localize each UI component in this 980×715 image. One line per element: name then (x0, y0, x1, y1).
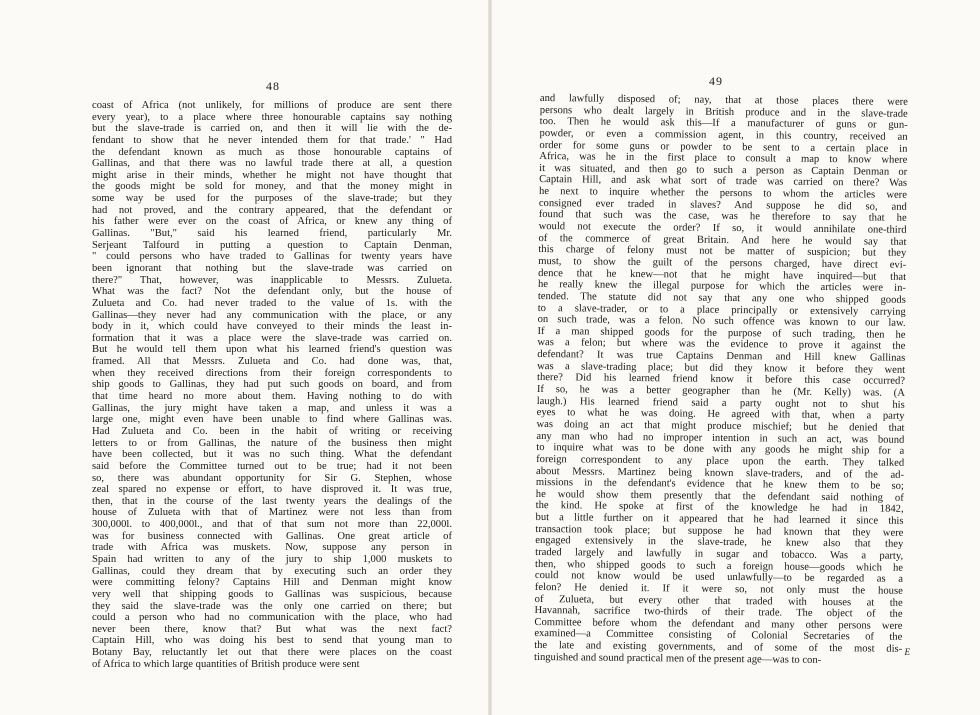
text-line: every year), to a place where three honourable captains say nothing (92, 111, 452, 123)
text-line: found that such was the case, was he therefore to say that he (538, 209, 907, 225)
text-line: but a little further on it appeared that he had learned it since this (535, 512, 904, 527)
text-line: engaged extensively in the slave-trade, he knew also that they (535, 535, 904, 551)
text-line: Africa, was he in the first place to consult a map to know where (539, 151, 908, 167)
text-line: But he would tell them upon what his learned friend's question was (92, 344, 452, 356)
text-line: the kind. He spoke at first of the knowledge he had in 1842, (535, 500, 904, 516)
text-line: powder, or even a commission agent, in this country, received an (539, 127, 908, 143)
text-line: body in it, which could have conveyed to their minds the least in- (92, 321, 452, 333)
text-line: the late and existing governments, and of some of the most dis- (534, 640, 903, 655)
text-line: of the commerce of great Britain. And here he would say that (538, 232, 907, 248)
text-line: If so, he was a better geographer than he (Mr. Kelly) was. (A (536, 383, 905, 399)
text-line: but the slave-trade is carried on, and then it will lie with the de- (92, 123, 452, 135)
text-line: he next to inquire whether the persons to whom the articles were (538, 186, 908, 201)
text-line: Zulueta and Co. had never traded to the value of 1s. with the (92, 297, 452, 309)
text-line: his father were ever on the coast of Africa, or knew any thing of (92, 216, 452, 228)
text-line: " could persons who have traded to Gallinas for twenty years have (92, 251, 452, 263)
text-line: Captain Hill, and ask what sort of trade was carried on there? Was (539, 174, 908, 190)
page-number: 49 (709, 74, 723, 88)
text-line: Had Zulueta and Co. been in the habit of writing or receiving (92, 425, 452, 437)
text-line: tinguished and sound practical men of the present age—was to con- (534, 651, 822, 666)
text-line: to a slave-trader, or to a place principally or extensively carrying (537, 302, 906, 318)
text-line: of Zulueta, but every other that traded with houses at the (534, 593, 903, 609)
text-line: order for some guns or powder to be sent to a certain place in (539, 139, 908, 155)
text-line: this charge of felony must not be matter of suspicion; but they (538, 244, 907, 260)
text-line: when they received directions from their foreign correspondents to (92, 367, 452, 379)
text-line: examined—a Committee consisting of Colonial Secretaries of the (534, 628, 903, 644)
text-line: could a person who had no communication with the place, who had (92, 612, 452, 624)
text-line: the goods might be sold for money, and that the money might in (92, 181, 452, 193)
text-line: Committee before whom the defendant and many other persons were (534, 616, 903, 632)
text-line: defendant? It was true Captains Denman and Hill knew Gallinas (537, 349, 906, 364)
text-line: there?" That, however, was inapplicable to Messrs. Zulueta. (92, 274, 452, 286)
text-line: laugh.) His learned friend said a party ought not to shut his (536, 395, 905, 411)
text-line: Serjeant Talfourd in putting a question to Captain Denman, (92, 239, 452, 251)
text-line: Gallinas. "But," said his learned friend, particularly Mr. (92, 228, 452, 240)
text-line: then, who shipped goods to such a foreign house—goods which he (535, 558, 904, 574)
text-line: persons who dealt largely in British produce and in the slave-trade (539, 104, 908, 120)
text-line: ship goods to Gallinas, they had put such goods on board, and from (92, 379, 452, 391)
text-line: that time heard no more about them. Having nothing to do with (92, 391, 452, 403)
text-line: too. Then he would ask this—If a manufacturer of guns or gun- (539, 116, 908, 132)
text-line: might arise in their minds, whether he might not have thought that (92, 169, 452, 181)
text-line: zeal spared no expense or effort, to have disproved it. It was true, (92, 484, 452, 496)
text-line: were committing felony? Captains Hill and Denman might know (92, 577, 452, 589)
body-text (92, 100, 452, 670)
left-page (0, 0, 488, 715)
text-line: large one, might even have been unable to find where Gallinas was. (92, 414, 452, 426)
text-line: have been collected, but it was no such thing. What the defendant (92, 449, 452, 461)
text-line: was a felon; but where was the evidence to prove it against the (537, 337, 906, 353)
text-line: and lawfully disposed of; nay, that at those places there were (539, 93, 908, 108)
text-line: had not proved, and the contrary appeared, that the defendant or (92, 204, 452, 216)
text-line: to inquire what was to be done with any goods he might ship for a (536, 442, 905, 458)
text-line: was doing an act that might produce mischief; but he denied that (536, 418, 905, 434)
text-line: never been there, know that? But what was the next fact? (92, 623, 452, 635)
text-line: Gallinas, could they dream that by executing such an order they (92, 565, 452, 577)
signature-mark: E (904, 647, 910, 657)
text-line: trade with Africa was muskets. Now, suppose any person in (92, 542, 452, 554)
text-line: fendant to show that he never intended them for that trade.' " Had (92, 134, 452, 146)
text-line: house of Zulueta with that of Martinez were not less than from (92, 507, 452, 519)
text-line: he really knew the illegal purpose for which the articles were in- (537, 279, 907, 295)
text-line: about Messrs. Martinez being known slave-traders, and of the ad- (535, 465, 905, 481)
text-line: very well that shipping goods to Gallinas was suspicious, because (92, 588, 452, 600)
text-line: framed. All that Messrs. Zulueta and Co. had done was, that, (92, 356, 452, 368)
body-text (534, 93, 908, 667)
text-line: it was situated, and then go to such a person as Captain Denman or (539, 162, 908, 178)
text-line: formation that it was a place were the slave-trade was carried on. (92, 332, 452, 344)
text-line: letters to or from Gallinas, the nature of the business then might (92, 437, 452, 449)
text-line: consigned ever traded in slaves? And suppose he did so, and (538, 197, 907, 213)
text-line: eyes to what he was doing. He agreed with that, when a party (536, 407, 905, 423)
text-line: there? Did his learned friend know it before this case occurred? (536, 372, 906, 388)
text-line: If a man shipped goods for the purpose of such trading, then he (537, 325, 906, 341)
text-line: tended. The statute did not say that any one who shipped goods (537, 290, 906, 306)
text-line: felon? He denied it. If it were so, not only must the house (534, 581, 903, 597)
text-line: transaction took place; but suppose he had known that they were (535, 523, 904, 539)
text-line: missions in the defendant's evidence that he knew them to be so; (535, 477, 904, 492)
text-line: any man who had no improper intention in such an act, was bound (536, 430, 905, 446)
text-line: Gallinas, and that there was no lawful trade there at all, a question (92, 158, 452, 170)
text-line: said before the Committee turned out to be true; had it not been (92, 460, 452, 472)
text-line: What was the fact? Not the defendant only, but the house of (92, 286, 452, 298)
text-line: then, that in the course of the last twenty years the dealings of the (92, 495, 452, 507)
text-line: on such trade, was a felon. No such offence was known to our law. (537, 314, 906, 330)
text-line: traded largely and lawfully in sugar and tobacco. Was a party, (535, 546, 904, 562)
text-line: Spain had written to any of the jury to ship 1,000 muskets to (92, 553, 452, 565)
page-number: 48 (266, 79, 280, 93)
text-line: dence that he knew—not that he might have inquired—but that (538, 267, 907, 283)
text-line: some way be used for the purposes of the slave-trade; but they (92, 193, 452, 205)
text-line: Gallinas—they never had any communication with the place, or any (92, 309, 452, 321)
text-line: 300,000l. to 400,000l., and that of that sum not more than 22,000l. (92, 519, 452, 531)
text-line: the defendant known as much as those honourable captains of (92, 146, 452, 158)
text-line: coast of Africa (not unlikely, for millions of produce are sent there (92, 100, 452, 111)
text-line: been ignorant that nothing but the slave-trade was carried on (92, 262, 452, 274)
text-line: foreign correspondent to any place upon the earth. They talked (536, 453, 905, 469)
right-page (492, 0, 980, 715)
text-line: of Africa to which large quantities of British produce were sent (92, 658, 360, 670)
text-line: so, there was abundant opportunity for Sir G. Stephen, whose (92, 472, 452, 484)
text-line: Gallinas, the jury might have taken a map, and unless it was a (92, 402, 452, 414)
text-line: he would show them presently that the defendant said nothing of (535, 488, 904, 504)
text-line: could not know would be used unlawfully—to be regarded as a (534, 570, 903, 586)
text-line: Botany Bay, reluctantly let out that there were places on the coast (92, 647, 452, 659)
text-line: was for business connected with Gallinas. One great article of (92, 530, 452, 542)
text-line: Captain Hill, who was doing his best to send that young man to (92, 635, 452, 647)
text-line: would not execute the order? If so, it would annihilate one-third (538, 221, 907, 236)
text-line: they said the slave-trade was the only one carried on there; but (92, 600, 452, 612)
text-line: must, to show the guilt of the persons charged, have direct evi- (538, 255, 907, 271)
text-line: Havannah, sacrifice two-thirds of their trade. The object of the (534, 605, 903, 621)
text-line: was a slave-trading place; but did they know it before they went (537, 360, 906, 376)
